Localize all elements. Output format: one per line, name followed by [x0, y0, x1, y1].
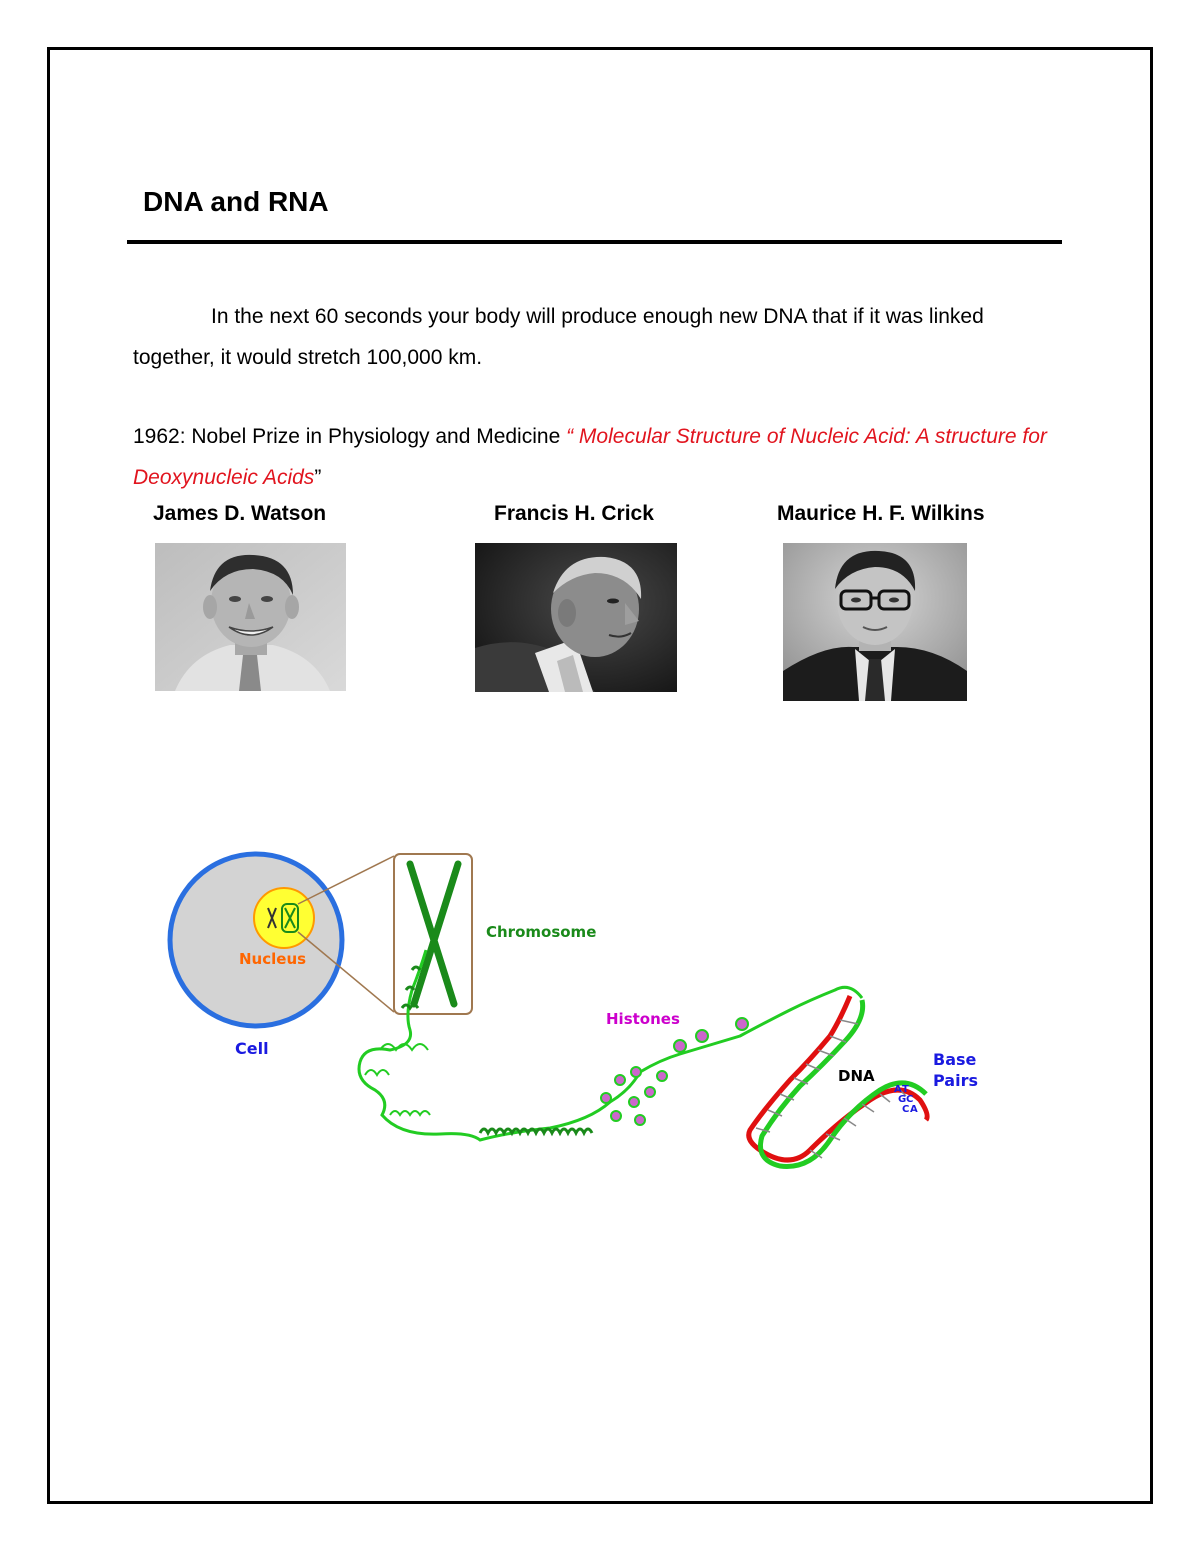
title-rule — [127, 240, 1062, 244]
intro-text: In the next 60 seconds your body will produce enough new DNA that if it was linked together, it would stretch 100,000 km. — [133, 305, 984, 369]
crick-portrait — [475, 543, 677, 692]
nucleus-shape — [254, 888, 314, 948]
base-pairs-label-line1: Base — [933, 1050, 977, 1069]
base-letter: C — [902, 1104, 910, 1115]
chromosome-label: Chromosome — [486, 923, 597, 941]
wilkins-photo — [783, 543, 967, 701]
cell-label: Cell — [235, 1039, 269, 1058]
histones-label: Histones — [606, 1010, 680, 1028]
laureate-name-wilkins: Maurice H. F. Wilkins — [777, 502, 985, 525]
base-letters — [894, 1084, 918, 1115]
cell-to-dna-diagram — [150, 840, 1050, 1200]
diagram-svg — [150, 840, 1050, 1200]
dna-label: DNA — [838, 1067, 875, 1085]
base-letter: A — [894, 1084, 902, 1095]
base-letter: G — [898, 1094, 907, 1105]
nucleus-label: Nucleus — [239, 950, 307, 968]
crick-photo — [475, 543, 677, 692]
page-frame — [47, 47, 1153, 1504]
laureate-name-watson: James D. Watson — [153, 502, 327, 525]
watson-portrait — [155, 543, 346, 691]
watson-photo — [155, 543, 346, 691]
page-title: DNA and RNA — [143, 186, 329, 217]
base-letter: C — [906, 1094, 914, 1105]
cell-shape — [170, 854, 342, 1026]
nobel-line — [133, 416, 1053, 498]
base-letter: T — [902, 1084, 909, 1095]
base-pairs-label-line2: Pairs — [933, 1071, 978, 1090]
nobel-prefix: 1962: Nobel Prize in Physiology and Medicine — [133, 425, 567, 448]
wilkins-portrait — [783, 543, 967, 701]
histone-beads — [601, 1018, 748, 1125]
nobel-quote-b: Deoxynucleic Acids — [133, 466, 315, 489]
nobel-quote-end: ” — [314, 466, 322, 489]
nobel-quote-a: “ Molecular Structure of Nucleic Acid: A structure for — [566, 425, 1047, 448]
base-letter: A — [910, 1104, 918, 1115]
laureate-name-crick: Francis H. Crick — [494, 502, 654, 525]
intro-paragraph — [133, 296, 1043, 378]
